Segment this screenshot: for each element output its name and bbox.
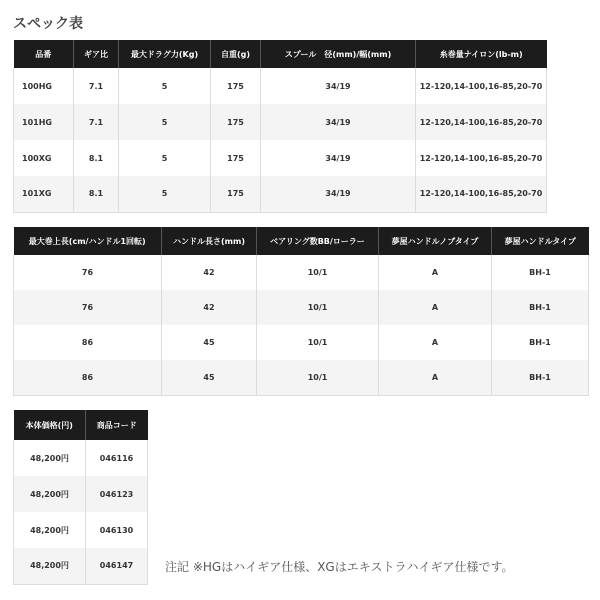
table-cell: BH-1 [492, 255, 589, 290]
table-cell: 046116 [86, 440, 148, 476]
table-cell: 046123 [86, 476, 148, 512]
table-row [14, 290, 589, 325]
table-header-row [14, 40, 547, 68]
header-part-number: 品番 [14, 40, 74, 68]
table-cell: A [379, 290, 492, 325]
table-cell: BH-1 [492, 360, 589, 395]
header-product-code: 商品コード [86, 410, 148, 440]
table-cell: 046130 [86, 512, 148, 548]
table-cell: 175 [211, 68, 261, 104]
table-cell: 5 [119, 104, 211, 140]
table-cell: 5 [119, 140, 211, 176]
table-cell: 100HG [14, 68, 74, 104]
table-cell: 10/1 [257, 360, 379, 395]
spec-table-handle [13, 227, 589, 396]
table-cell: 101HG [14, 104, 74, 140]
table-cell: 10/1 [257, 325, 379, 360]
table-row [14, 68, 547, 104]
table-cell: 12-120,14-100,16-85,20-70 [416, 176, 547, 212]
table-cell: 45 [162, 360, 257, 395]
table-cell: 12-120,14-100,16-85,20-70 [416, 104, 547, 140]
table-cell: 8.1 [74, 140, 119, 176]
table-row [14, 440, 148, 476]
header-handle-type: 夢屋ハンドルタイプ [492, 227, 589, 255]
table-cell: A [379, 360, 492, 395]
header-gear-ratio: ギア比 [74, 40, 119, 68]
table-cell: 5 [119, 176, 211, 212]
header-spool: スプール 径(mm)/幅(mm) [261, 40, 416, 68]
table-cell: BH-1 [492, 290, 589, 325]
table-cell: 48,200円 [14, 476, 86, 512]
header-bearings: ベアリング数BB/ローラー [257, 227, 379, 255]
header-knob-type: 夢屋ハンドルノブタイプ [379, 227, 492, 255]
table-row [14, 548, 148, 584]
table-row [14, 176, 547, 212]
table-cell: 10/1 [257, 255, 379, 290]
table-row [14, 140, 547, 176]
table-cell: 34/19 [261, 140, 416, 176]
spec-table-main [13, 40, 547, 213]
table-row [14, 512, 148, 548]
table-cell: 42 [162, 290, 257, 325]
table-cell: A [379, 255, 492, 290]
header-max-drag: 最大ドラグ力(Kg) [119, 40, 211, 68]
page-title: スペック表 [13, 16, 83, 32]
table-cell: 046147 [86, 548, 148, 584]
table-cell: 48,200円 [14, 440, 86, 476]
table-cell: 86 [14, 325, 162, 360]
header-max-retrieve: 最大巻上長(cm/ハンドル1回転) [14, 227, 162, 255]
table-cell: 34/19 [261, 176, 416, 212]
header-handle-length: ハンドル長さ(mm) [162, 227, 257, 255]
table-cell: 10/1 [257, 290, 379, 325]
table-cell: 12-120,14-100,16-85,20-70 [416, 140, 547, 176]
footnote: 注記 ※HGはハイギア仕様、XGはエキストラハイギア仕様です。 [165, 560, 514, 574]
header-line-capacity: 糸巻量ナイロン(lb-m) [416, 40, 547, 68]
table-cell: 76 [14, 255, 162, 290]
table-cell: 100XG [14, 140, 74, 176]
table-cell: 34/19 [261, 68, 416, 104]
table-cell: 48,200円 [14, 548, 86, 584]
table-row [14, 255, 589, 290]
table-cell: A [379, 325, 492, 360]
header-weight: 自重(g) [211, 40, 261, 68]
table-cell: 8.1 [74, 176, 119, 212]
table-header-row [14, 410, 148, 440]
table-cell: 175 [211, 140, 261, 176]
table-cell: 101XG [14, 176, 74, 212]
table-cell: 45 [162, 325, 257, 360]
table-cell: 7.1 [74, 104, 119, 140]
table-cell: 5 [119, 68, 211, 104]
table-row [14, 104, 547, 140]
table-row [14, 325, 589, 360]
table-cell: 42 [162, 255, 257, 290]
table-row [14, 476, 148, 512]
header-price: 本体価格(円) [14, 410, 86, 440]
table-cell: 86 [14, 360, 162, 395]
table-cell: 7.1 [74, 68, 119, 104]
table-cell: BH-1 [492, 325, 589, 360]
price-table [13, 410, 148, 585]
table-cell: 175 [211, 104, 261, 140]
table-header-row [14, 227, 589, 255]
table-row [14, 360, 589, 395]
table-cell: 175 [211, 176, 261, 212]
table-cell: 76 [14, 290, 162, 325]
table-cell: 48,200円 [14, 512, 86, 548]
table-cell: 34/19 [261, 104, 416, 140]
table-cell: 12-120,14-100,16-85,20-70 [416, 68, 547, 104]
